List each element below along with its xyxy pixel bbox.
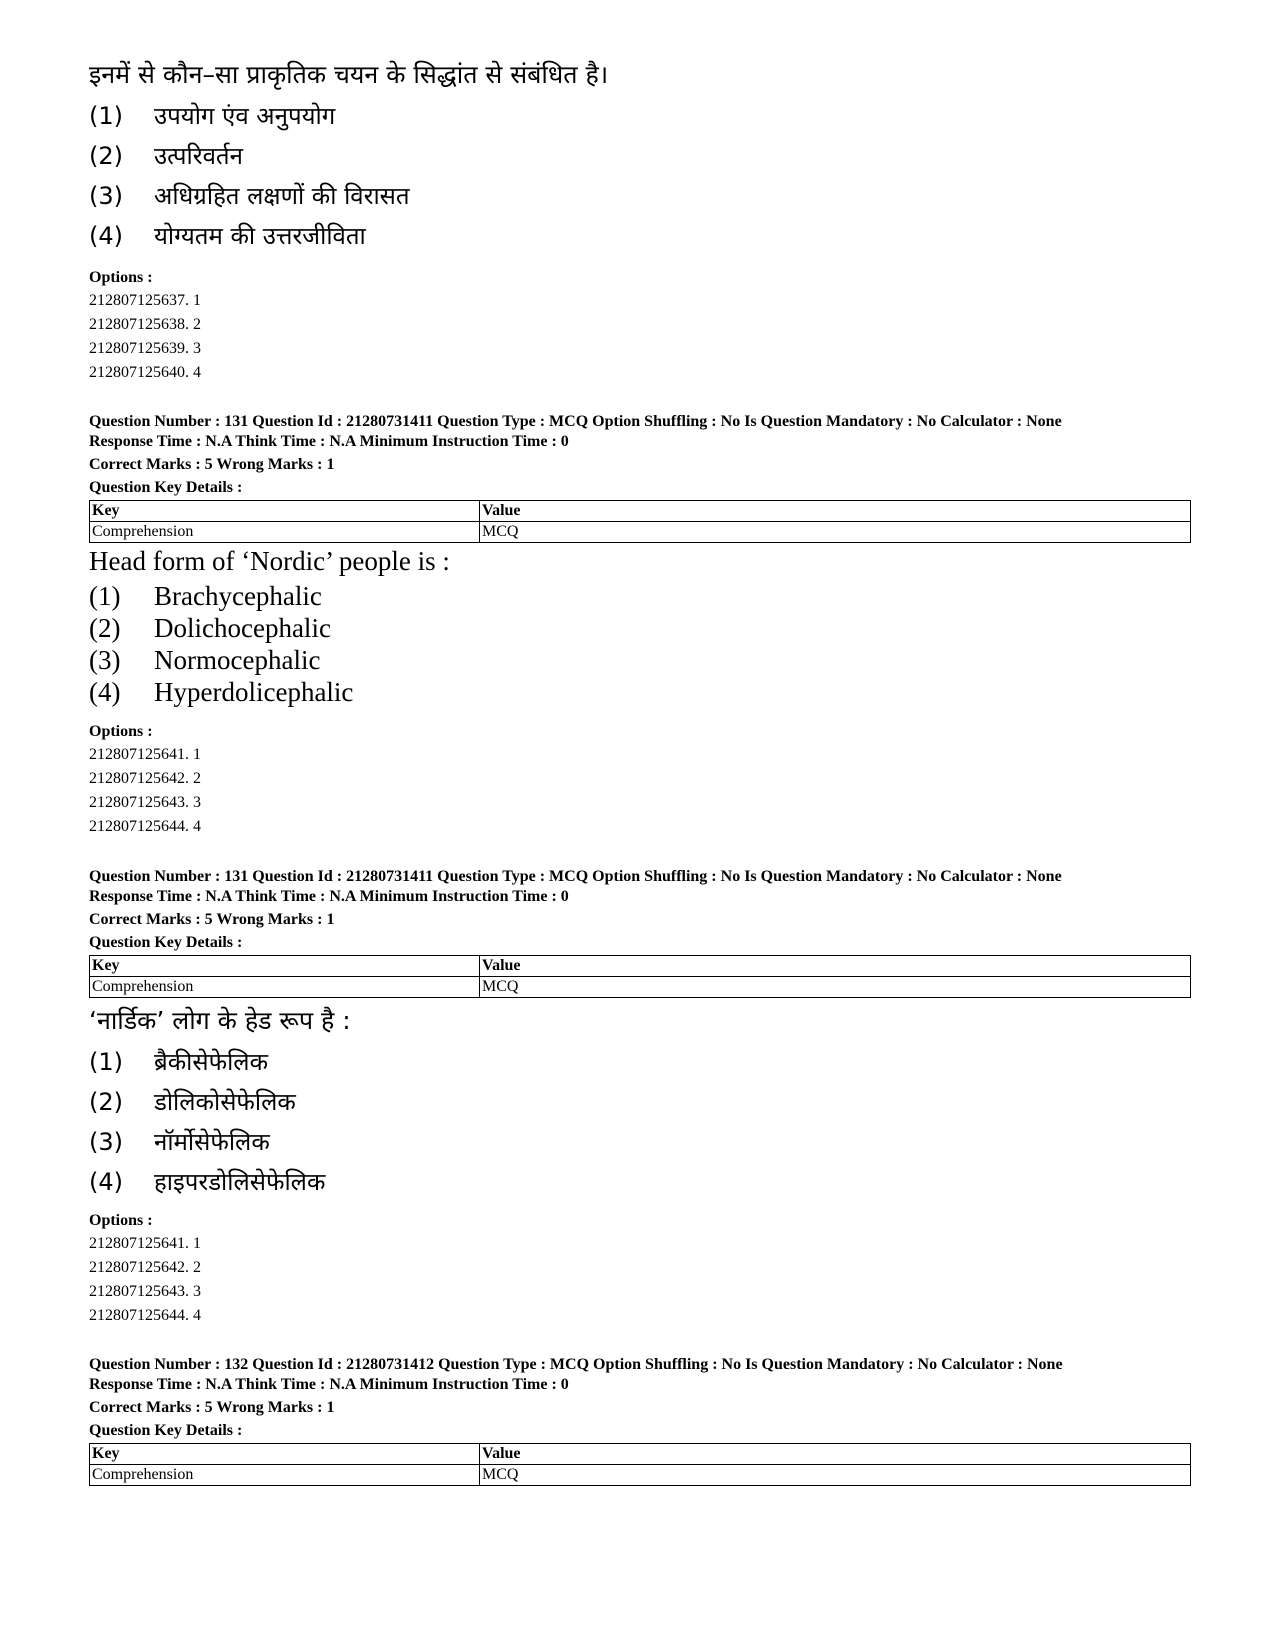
question-meta-2 xyxy=(89,867,1189,998)
option-text: Brachycephalic xyxy=(154,581,322,611)
option-row-1 xyxy=(89,1045,1189,1085)
option-text: अधिग्रहित लक्षणों की विरासत xyxy=(154,182,410,210)
question-meta-3 xyxy=(89,1355,1189,1486)
meta-line-timing: Response Time : N.A Think Time : N.A Minimum Instruction Time : 0 xyxy=(89,888,569,905)
option-number: (3) xyxy=(89,645,121,675)
option-text: उपयोग एंव अनुपयोग xyxy=(154,102,336,130)
table-cell-key: Comprehension xyxy=(90,522,480,543)
option-row-3 xyxy=(89,645,1189,677)
option-id: 212807125644. 4 xyxy=(89,818,201,835)
option-row-3 xyxy=(89,179,1189,219)
table-header-key: Key xyxy=(90,501,480,522)
option-id: 212807125642. 2 xyxy=(89,1259,201,1276)
option-number: (2) xyxy=(89,142,123,170)
option-row-1 xyxy=(89,581,1189,613)
option-number: (2) xyxy=(89,613,121,643)
option-id: 212807125643. 3 xyxy=(89,794,201,811)
option-text: डोलिकोसेफेलिक xyxy=(154,1088,296,1116)
option-number: (1) xyxy=(89,581,121,611)
option-id: 212807125644. 4 xyxy=(89,1307,201,1324)
options-list-2 xyxy=(89,721,1189,839)
table-cell-key: Comprehension xyxy=(90,977,480,998)
meta-line-marks: Correct Marks : 5 Wrong Marks : 1 xyxy=(89,456,335,473)
option-text: Normocephalic xyxy=(154,645,321,675)
table-header-value: Value xyxy=(480,1444,1191,1465)
option-number: (4) xyxy=(89,222,123,250)
table-header-value: Value xyxy=(480,956,1191,977)
meta-line-question: Question Number : 132 Question Id : 21280731412 Question Type : MCQ Option Shuffling : No Is Question Mandatory : No Calculator : None xyxy=(89,1356,1063,1373)
meta-line-timing: Response Time : N.A Think Time : N.A Minimum Instruction Time : 0 xyxy=(89,433,569,450)
option-row-2 xyxy=(89,613,1189,645)
table-cell-value: MCQ xyxy=(480,977,1191,998)
question-text: इनमें से कौन–सा प्राकृतिक चयन के सिद्धांत से संबंधित है। xyxy=(89,60,609,89)
option-number: (4) xyxy=(89,677,121,707)
question-block-3 xyxy=(89,1008,1189,1201)
table-cell-key: Comprehension xyxy=(90,1465,480,1486)
option-text: Dolichocephalic xyxy=(154,613,331,643)
option-id: 212807125641. 1 xyxy=(89,1235,201,1252)
option-text: हाइपरडोलिसेफेलिक xyxy=(154,1168,326,1196)
meta-line-question: Question Number : 131 Question Id : 21280731411 Question Type : MCQ Option Shuffling : No Is Question Mandatory : No Calculator : None xyxy=(89,868,1062,885)
meta-line-key-details: Question Key Details : xyxy=(89,934,243,951)
meta-line-marks: Correct Marks : 5 Wrong Marks : 1 xyxy=(89,911,335,928)
question-meta-1 xyxy=(89,412,1189,543)
option-number: (1) xyxy=(89,1048,123,1076)
option-number: (3) xyxy=(89,1128,123,1156)
meta-line-marks: Correct Marks : 5 Wrong Marks : 1 xyxy=(89,1399,335,1416)
option-number: (3) xyxy=(89,182,123,210)
option-number: (2) xyxy=(89,1088,123,1116)
options-list-1 xyxy=(89,267,1189,385)
option-text: ब्रैकीसेफेलिक xyxy=(154,1048,268,1076)
option-text: योग्यतम की उत्तरजीविता xyxy=(154,222,366,250)
options-label: Options : xyxy=(89,269,153,286)
meta-line-key-details: Question Key Details : xyxy=(89,479,243,496)
meta-line-timing: Response Time : N.A Think Time : N.A Minimum Instruction Time : 0 xyxy=(89,1376,569,1393)
option-row-4 xyxy=(89,219,1189,255)
option-number: (4) xyxy=(89,1168,123,1196)
meta-line-key-details: Question Key Details : xyxy=(89,1422,243,1439)
question-text: Head form of ‘Nordic’ people is : xyxy=(89,546,450,576)
key-details-table xyxy=(89,1443,1191,1486)
table-header-value: Value xyxy=(480,501,1191,522)
table-cell-value: MCQ xyxy=(480,522,1191,543)
question-block-1 xyxy=(89,62,1189,255)
option-id: 212807125641. 1 xyxy=(89,746,201,763)
table-cell-value: MCQ xyxy=(480,1465,1191,1486)
option-row-3 xyxy=(89,1125,1189,1165)
options-label: Options : xyxy=(89,723,153,740)
key-details-table xyxy=(89,955,1191,998)
option-row-1 xyxy=(89,99,1189,139)
option-row-4 xyxy=(89,677,1189,709)
option-id: 212807125640. 4 xyxy=(89,364,201,381)
option-number: (1) xyxy=(89,102,123,130)
option-row-2 xyxy=(89,139,1189,179)
option-id: 212807125639. 3 xyxy=(89,340,201,357)
options-list-3 xyxy=(89,1210,1189,1328)
option-text: उत्परिवर्तन xyxy=(154,142,243,170)
table-header-key: Key xyxy=(90,956,480,977)
option-id: 212807125642. 2 xyxy=(89,770,201,787)
option-text: नॉर्मोसेफेलिक xyxy=(154,1128,270,1156)
option-id: 212807125643. 3 xyxy=(89,1283,201,1300)
key-details-table xyxy=(89,500,1191,543)
question-block-2 xyxy=(89,548,1189,709)
question-text: ‘नार्डिक’ लोग के हेड रूप है : xyxy=(89,1006,351,1035)
option-id: 212807125638. 2 xyxy=(89,316,201,333)
table-header-key: Key xyxy=(90,1444,480,1465)
option-row-2 xyxy=(89,1085,1189,1125)
options-label: Options : xyxy=(89,1212,153,1229)
option-id: 212807125637. 1 xyxy=(89,292,201,309)
meta-line-question: Question Number : 131 Question Id : 21280731411 Question Type : MCQ Option Shuffling : No Is Question Mandatory : No Calculator : None xyxy=(89,413,1062,430)
option-text: Hyperdolicephalic xyxy=(154,677,354,707)
option-row-4 xyxy=(89,1165,1189,1201)
